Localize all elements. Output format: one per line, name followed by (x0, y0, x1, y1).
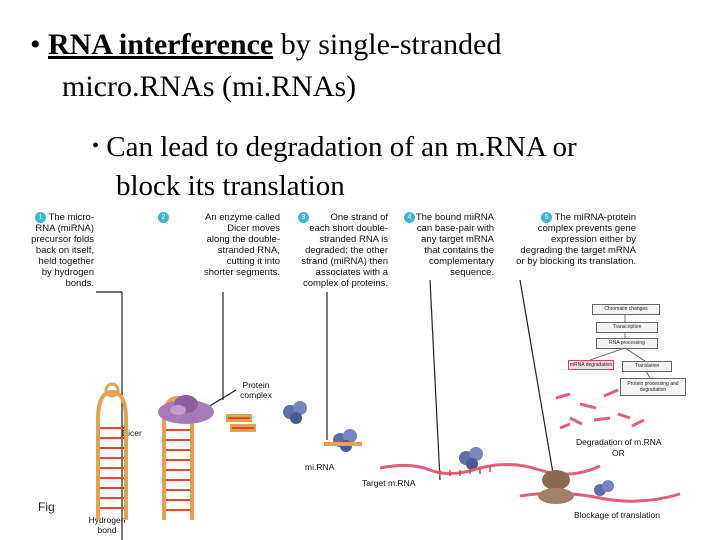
flow-protein: Protein processing and degradation (620, 378, 686, 396)
degraded-mrna-fragments (556, 390, 644, 428)
label-blockage: Blockage of translation (574, 510, 660, 520)
label-or: OR (612, 448, 625, 458)
blocked-translation (520, 470, 680, 504)
term-rna-interference: RNA interference (48, 28, 274, 61)
flow-mrna-degradation: mRNA degradation (569, 362, 613, 368)
protein-complex-icons (283, 401, 483, 470)
label-degradation: Degradation of m.RNA (576, 437, 662, 447)
bullet-1-line-2: micro.RNAs (mi.RNAs) (62, 70, 357, 103)
step-5-text: The miRNA-protein complex prevents gene expression either by degrading the target mRNA or by blocking its translation. (516, 212, 636, 268)
label-protein-complex: Protein complex (240, 380, 272, 400)
dicer-enzyme (158, 395, 214, 424)
step-1-text: The micro-RNA (miRNA) precursor folds back on itself, held together by hydrogen bonds. (31, 212, 94, 290)
flow-chromatin: Chromatin changes (592, 304, 660, 315)
bullet-2-line-2: block its translation (116, 170, 345, 202)
figure-label: Fig (38, 500, 55, 514)
bullet-2-line-1: Can lead to degradation of an m.RNA or (106, 131, 577, 163)
bullet-marker: • (30, 28, 41, 61)
bullet-marker-2: • (92, 135, 100, 157)
step-3-text: One strand of each short double-stranded RNA is degraded; the other strand (miRNA) then associates with a complex of proteins. (301, 212, 388, 289)
flow-transcription: Transcription (596, 322, 658, 333)
step-number-3: 3 (298, 212, 309, 223)
step-number-5: 5 (541, 212, 552, 223)
label-hydrogen-bond: Hydrogen bond (88, 515, 126, 535)
bullet-1-rest: by single-stranded (273, 28, 502, 61)
label-dicer: Dicer (122, 428, 142, 438)
flow-translation: Translation (622, 361, 672, 372)
short-dsrna-fragments (226, 414, 256, 432)
flow-rna-processing: RNA processing (596, 338, 658, 349)
step-number-2: 2 (158, 212, 169, 223)
step-2-text: An enzyme called Dicer moves along the double-stranded RNA, cutting it into shorter segments. (203, 212, 280, 278)
step-4-text: The bound miRNA can base-pair with any target mRNA that contains the complementary sequence. (415, 212, 494, 278)
label-target-mrna: Target m.RNA (362, 478, 416, 488)
step-number-1: 1 (35, 212, 46, 223)
step-number-4: 4 (404, 212, 415, 223)
flowchart-arrows (590, 314, 650, 378)
label-mirna: mi.RNA (305, 462, 335, 472)
